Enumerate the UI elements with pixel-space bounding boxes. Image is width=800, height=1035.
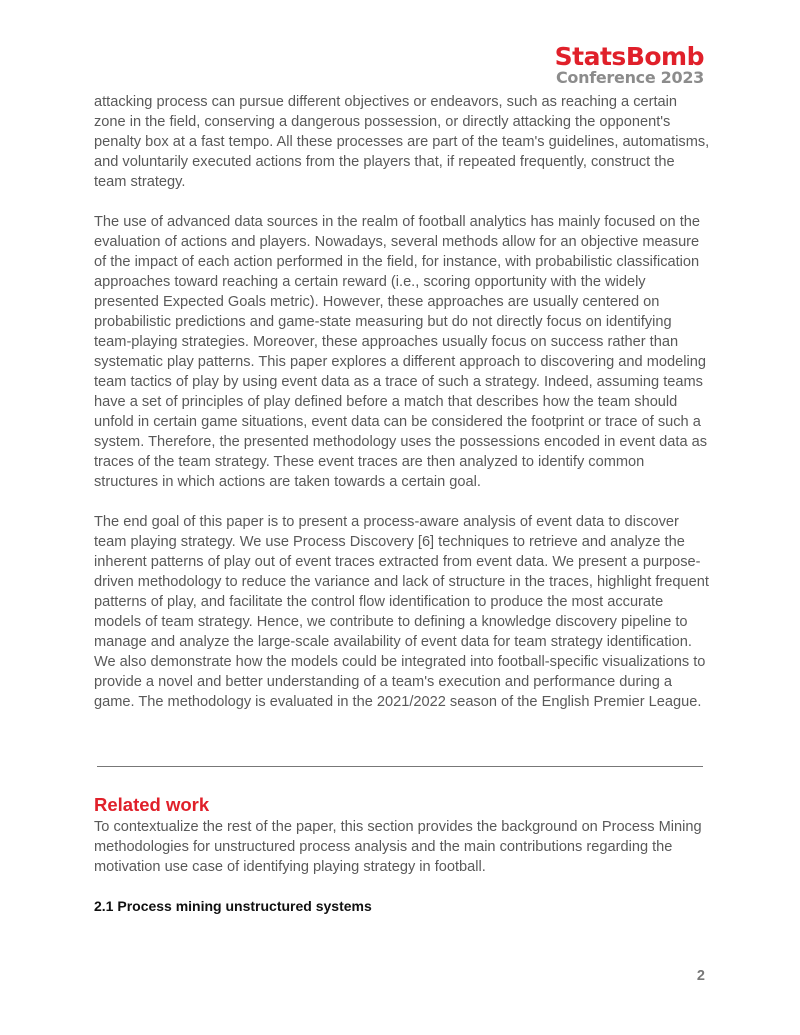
section-heading: Related work xyxy=(94,794,210,815)
section-intro: To contextualize the rest of the paper, this section provides the background on Process Mining methodologies for unstructured process analysis and the main contributions regarding the motivation use case of identifying playing strategy in football. xyxy=(94,819,702,875)
related-work-section xyxy=(94,794,710,916)
statsbomb-conference-logo xyxy=(555,44,704,86)
body-text xyxy=(94,92,710,732)
subsection-heading: 2.1 Process mining unstructured systems xyxy=(94,898,372,914)
paragraph-2: The use of advanced data sources in the realm of football analytics has mainly focused on the evaluation of actions and players. Nowadays, several methods allow for an objective measure of the impact of each action performed in the field, for instance, with probabilistic classification approaches toward reaching a certain reward (i.e., scoring opportunity with the widely presented Expected Goals metric). However, these approaches are usually centered on probabilistic predictions and game-state measuring but do not directly focus on identifying team-playing strategies. Moreover, these approaches usually focus on success rather than systematic play patterns. This paper explores a different approach to discovering and modeling team tactics of play by using event data as a trace of such a strategy. Indeed, assuming teams have a set of principles of play defined before a match that describes how the team should unfold in certain game situations, event data can be considered the footprint or trace of such a system. Therefore, the presented methodology uses the possessions encoded in event data as traces of the team strategy. These event traces are then analyzed to identify common structures in which actions are taken towards a certain goal. xyxy=(94,214,708,490)
section-divider xyxy=(97,766,703,767)
paragraph-1: attacking process can pursue different objectives or endeavors, such as reaching a certain zone in the field, conserving a dangerous possession, or directly attacking the opponent's penalty box at a fast tempo. All these processes are part of the team's guidelines, automatisms, and voluntarily executed actions from the players that, if repeated frequently, construct the team strategy. xyxy=(94,94,710,190)
paragraph-3: The end goal of this paper is to present a process-aware analysis of event data to discover team playing strategy. We use Process Discovery [6] techniques to retrieve and analyze the inherent patterns of play out of event traces extracted from event data. We present a purpose-driven methodology to reduce the variance and lack of structure in the traces, highlight frequent patterns of play, and facilitate the control flow identification to produce the most accurate models of team strategy. Hence, we contribute to defining a knowledge discovery pipeline to manage and analyze the large-scale availability of event data for team strategy identification. We also demonstrate how the models could be integrated into football-specific visualizations to provide a novel and better understanding of a team's execution and performance during a game. The methodology is evaluated in the 2021/2022 season of the English Premier League. xyxy=(94,514,709,710)
page-number: 2 xyxy=(696,968,705,984)
logo-statsbomb-text: StatsBomb xyxy=(554,42,704,71)
logo-conference-text: Conference 2023 xyxy=(555,68,704,87)
